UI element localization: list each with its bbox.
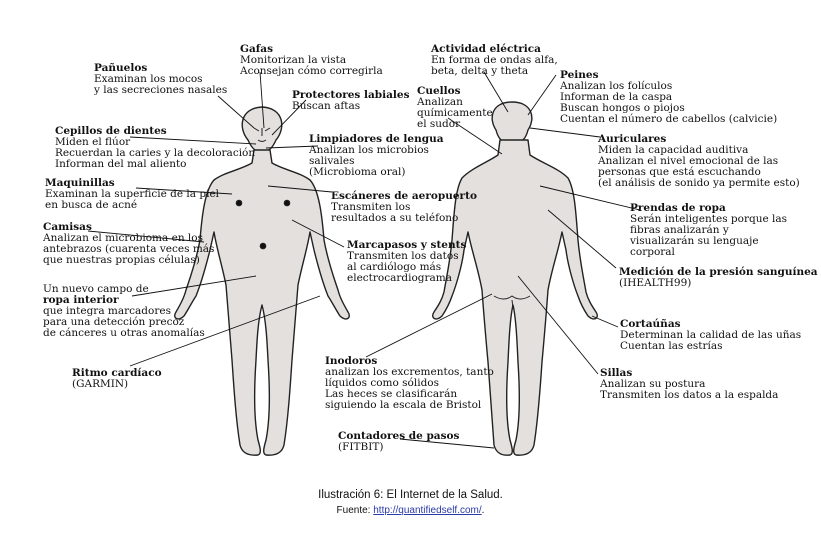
label-line: visualizarán su lenguaje	[630, 235, 759, 247]
label-peines	[560, 70, 777, 125]
label-line: electrocardiograma	[347, 272, 453, 284]
label-title: Limpiadores de lengua	[309, 133, 444, 145]
label-line: Monitorizan la vista	[240, 54, 347, 66]
label-line: Transmiten los datos a la espalda	[600, 389, 779, 401]
label-prendas-ropa	[630, 203, 787, 258]
source-suffix: .	[481, 505, 485, 516]
label-line: Cuentan las estrías	[620, 340, 723, 352]
label-title: Cortaúñas	[620, 318, 681, 330]
label-line: Buscan hongos o piojos	[560, 102, 685, 114]
label-line: Recuerdan la caries y la decoloración	[55, 147, 256, 159]
label-limpiadores-lengua	[309, 134, 444, 178]
label-line: Determinan la calidad de las uñas	[620, 329, 802, 341]
label-line: Informan de la caspa	[560, 91, 673, 103]
label-line: corporal	[630, 246, 675, 258]
label-line: salivales	[309, 155, 355, 167]
label-line: en busca de acné	[45, 199, 138, 211]
label-title: Inodoros	[325, 355, 378, 367]
label-line: Aconsejan cómo corregirla	[240, 65, 383, 77]
label-line: Cuentan el número de cabellos (calvicie)	[560, 113, 778, 125]
label-camisas	[43, 222, 214, 266]
label-cortaunas	[620, 319, 801, 352]
label-line: Examinan la superficie de la piel	[45, 188, 220, 200]
label-title: Escáneres de aeropuerto	[331, 190, 477, 202]
label-title: Sillas	[600, 367, 633, 379]
label-maquinillas	[45, 178, 219, 211]
label-line: Un nuevo campo de	[43, 283, 149, 295]
label-title: Contadores de pasos	[338, 430, 460, 442]
label-sillas	[600, 368, 778, 401]
label-line: Analizan los microbios	[309, 144, 429, 156]
label-line: Examinan los mocos	[94, 73, 203, 85]
label-line: al cardiólogo más	[347, 261, 442, 273]
label-title: Marcapasos y stents	[347, 239, 467, 251]
label-title: Actividad eléctrica	[431, 43, 541, 55]
label-line: (Microbioma oral)	[309, 166, 406, 178]
label-line: Transmiten los datos	[347, 250, 459, 262]
label-title: ropa interior	[43, 294, 119, 306]
label-line: resultados a su teléfono	[331, 212, 459, 224]
label-line: Las heces se clasificarán	[325, 388, 458, 400]
label-title: Prendas de ropa	[630, 202, 726, 214]
label-cepillos	[55, 126, 255, 170]
label-ritmo-cardiaco	[72, 368, 162, 390]
leader-auriculares	[530, 128, 600, 137]
label-line: beta, delta y theta	[431, 65, 529, 77]
label-title: Gafas	[240, 43, 274, 55]
label-title: Cepillos de dientes	[55, 125, 167, 137]
label-cuellos	[417, 86, 493, 130]
label-panuelos	[94, 63, 227, 96]
label-line: siguiendo la escala de Bristol	[325, 399, 482, 411]
label-line: Buscan aftas	[292, 100, 361, 112]
leader-inodoros	[366, 294, 492, 357]
label-line: personas que está escuchando	[598, 166, 761, 178]
label-title: Medición de la presión sanguínea	[619, 266, 818, 278]
label-title: Peines	[560, 69, 599, 81]
leader-cortaunas	[592, 316, 618, 327]
label-inodoros	[325, 356, 494, 411]
label-line: (GARMIN)	[72, 378, 129, 390]
label-line: líquidos como sólidos	[325, 377, 440, 389]
label-line: Serán inteligentes porque las	[630, 213, 788, 225]
label-contadores-pasos	[338, 431, 459, 453]
label-line: Analizan	[417, 96, 463, 108]
label-title: Maquinillas	[45, 177, 115, 189]
label-line: Transmiten los	[331, 201, 411, 213]
label-line: Miden el flúor	[55, 136, 131, 148]
label-line: Informan del mal aliento	[55, 158, 187, 170]
label-line: Analizan su postura	[600, 378, 706, 390]
label-line: Miden la capacidad auditiva	[598, 144, 749, 156]
source-prefix: Fuente:	[336, 505, 374, 516]
label-line: fibras analizarán y	[630, 224, 729, 236]
label-auriculares	[598, 134, 800, 189]
label-escaneres	[331, 191, 477, 224]
label-ropa-interior	[43, 284, 205, 339]
label-gafas	[240, 44, 383, 77]
label-line: En forma de ondas alfa,	[431, 54, 558, 66]
label-line: (IHEALTH99)	[619, 277, 692, 289]
label-line: Analizan el nivel emocional de las	[598, 155, 779, 167]
label-line: y las secreciones nasales	[94, 84, 228, 96]
label-line: (FITBIT)	[338, 441, 384, 453]
label-line: para una detección precoz	[43, 316, 185, 328]
label-presion-sanguinea	[619, 267, 818, 289]
label-title: Camisas	[43, 221, 92, 233]
label-title: Protectores labiales	[292, 89, 410, 101]
label-line: que integra marcadores	[43, 305, 171, 317]
figure-caption: Ilustración 6: El Internet de la Salud.	[318, 489, 503, 501]
label-line: el sudor	[417, 118, 461, 130]
label-actividad-electrica	[431, 44, 558, 77]
leader-peines	[528, 75, 556, 115]
label-line: Analizan los folículos	[560, 80, 673, 92]
source-link[interactable]: http://quantifiedself.com/	[373, 505, 482, 516]
label-line: que nuestras propias células)	[43, 254, 200, 266]
label-line: de cánceres u otras anomalías	[43, 327, 205, 339]
label-line: (el análisis de sonido ya permite esto)	[598, 177, 800, 189]
label-title: Pañuelos	[94, 62, 148, 74]
label-line: químicamente	[417, 107, 493, 119]
label-line: antebrazos (cuarenta veces más	[43, 243, 215, 255]
label-title: Ritmo cardíaco	[72, 367, 162, 379]
label-line: analizan los excrementos, tanto	[325, 366, 494, 378]
figure-source	[0, 505, 821, 516]
label-title: Auriculares	[598, 133, 667, 145]
label-title: Cuellos	[417, 85, 461, 97]
label-marcapasos	[347, 240, 466, 284]
label-line: Analizan el microbioma en los	[43, 232, 203, 244]
label-protectores-labiales	[292, 90, 410, 112]
